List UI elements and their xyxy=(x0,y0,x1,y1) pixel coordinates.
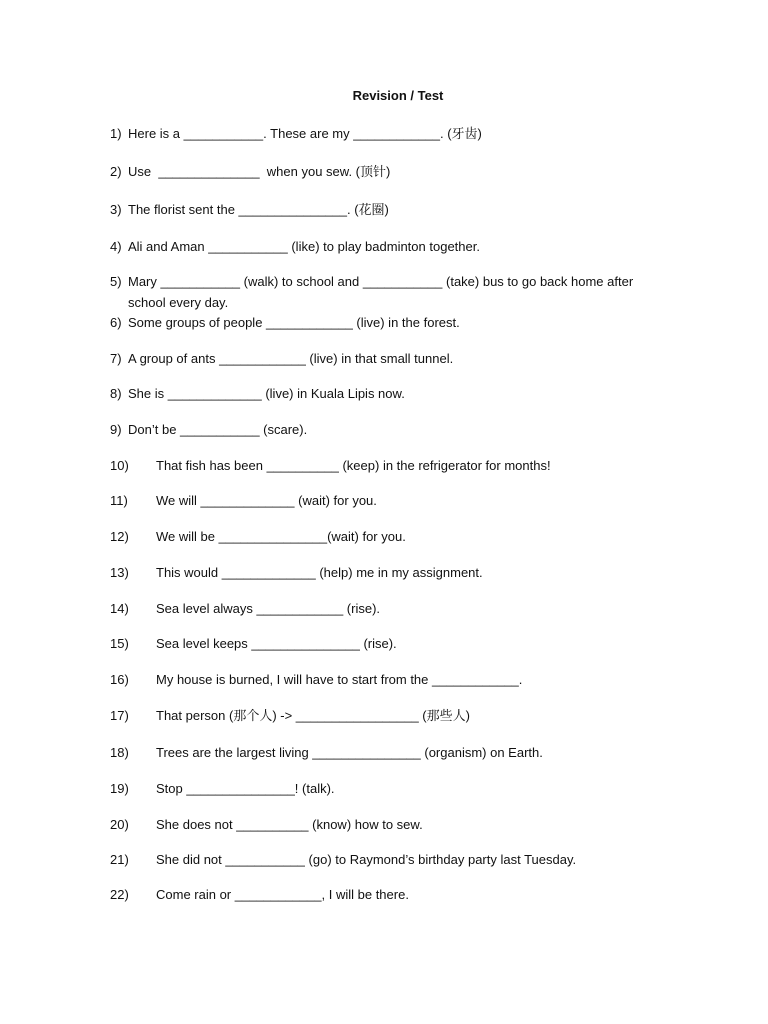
question-number: 7) xyxy=(110,351,122,366)
question-number: 14) xyxy=(110,601,129,616)
question-number: 13) xyxy=(110,565,129,580)
question-item xyxy=(110,161,680,182)
question-text: This would _____________ (help) me in my assignment. xyxy=(156,565,483,580)
question-text: Stop _______________! (talk). xyxy=(156,781,335,796)
question-text: That person (那个人) -> _________________ (那些人) xyxy=(156,708,470,723)
question-text: Mary ___________ (walk) to school and ___________ (take) bus to go back home after school every day. xyxy=(128,274,637,310)
question-number: 6) xyxy=(110,315,122,330)
question-number: 10) xyxy=(110,458,129,473)
question-item xyxy=(110,526,680,547)
page-title: Revision / Test xyxy=(352,88,444,103)
question-item xyxy=(110,562,680,583)
question-text: Don’t be ___________ (scare). xyxy=(128,422,308,437)
question-text: She does not __________ (know) how to sew. xyxy=(156,817,423,832)
question-number: 8) xyxy=(110,386,122,401)
question-item xyxy=(110,455,680,476)
question-item xyxy=(110,236,680,257)
question-number: 18) xyxy=(110,745,129,760)
question-text: The florist sent the _______________. (花圈) xyxy=(128,202,389,217)
question-item xyxy=(110,598,680,619)
question-text: Use ______________ when you sew. (顶针) xyxy=(128,164,391,179)
question-number: 3) xyxy=(110,202,122,217)
question-item xyxy=(110,633,680,654)
question-item xyxy=(110,669,680,690)
question-number: 16) xyxy=(110,672,129,687)
question-number: 9) xyxy=(110,422,122,437)
question-text: A group of ants ____________ (live) in that small tunnel. xyxy=(128,351,454,366)
question-text: Here is a ___________. These are my ____________. (牙齿) xyxy=(128,126,482,141)
question-item xyxy=(110,742,680,763)
question-item xyxy=(110,778,680,799)
question-text: Ali and Aman ___________ (like) to play badminton together. xyxy=(128,239,480,254)
question-text: She did not ___________ (go) to Raymond’s birthday party last Tuesday. xyxy=(156,852,577,867)
question-number: 15) xyxy=(110,636,129,651)
question-text: We will _____________ (wait) for you. xyxy=(156,493,377,508)
question-text: We will be _______________(wait) for you. xyxy=(156,529,406,544)
question-item xyxy=(110,490,680,511)
question-number: 1) xyxy=(110,126,122,141)
question-text: Some groups of people ____________ (live) in the forest. xyxy=(128,315,460,330)
question-number: 19) xyxy=(110,781,129,796)
question-item xyxy=(110,199,680,220)
question-item xyxy=(110,348,680,369)
question-text: Trees are the largest living _______________ (organism) on Earth. xyxy=(156,745,543,760)
question-number: 20) xyxy=(110,817,129,832)
question-text: Sea level keeps _______________ (rise). xyxy=(156,636,397,651)
question-text: She is _____________ (live) in Kuala Lipis now. xyxy=(128,386,405,401)
question-item xyxy=(110,383,680,404)
question-text: Come rain or ____________, I will be there. xyxy=(156,887,409,902)
question-number: 5) xyxy=(110,274,122,289)
question-number: 4) xyxy=(110,239,122,254)
question-number: 12) xyxy=(110,529,129,544)
question-number: 2) xyxy=(110,164,122,179)
question-item xyxy=(110,312,680,333)
question-item xyxy=(110,849,680,870)
question-number: 17) xyxy=(110,708,129,723)
question-text: That fish has been __________ (keep) in the refrigerator for months! xyxy=(156,458,551,473)
question-item xyxy=(110,705,680,726)
question-number: 11) xyxy=(110,493,128,508)
question-item xyxy=(110,271,680,313)
question-item xyxy=(110,884,680,905)
question-item xyxy=(110,123,680,144)
question-item xyxy=(110,419,680,440)
question-text: My house is burned, I will have to start from the ____________. xyxy=(156,672,523,687)
question-number: 22) xyxy=(110,887,129,902)
question-item xyxy=(110,814,680,835)
question-number: 21) xyxy=(110,852,129,867)
question-text: Sea level always ____________ (rise). xyxy=(156,601,381,616)
